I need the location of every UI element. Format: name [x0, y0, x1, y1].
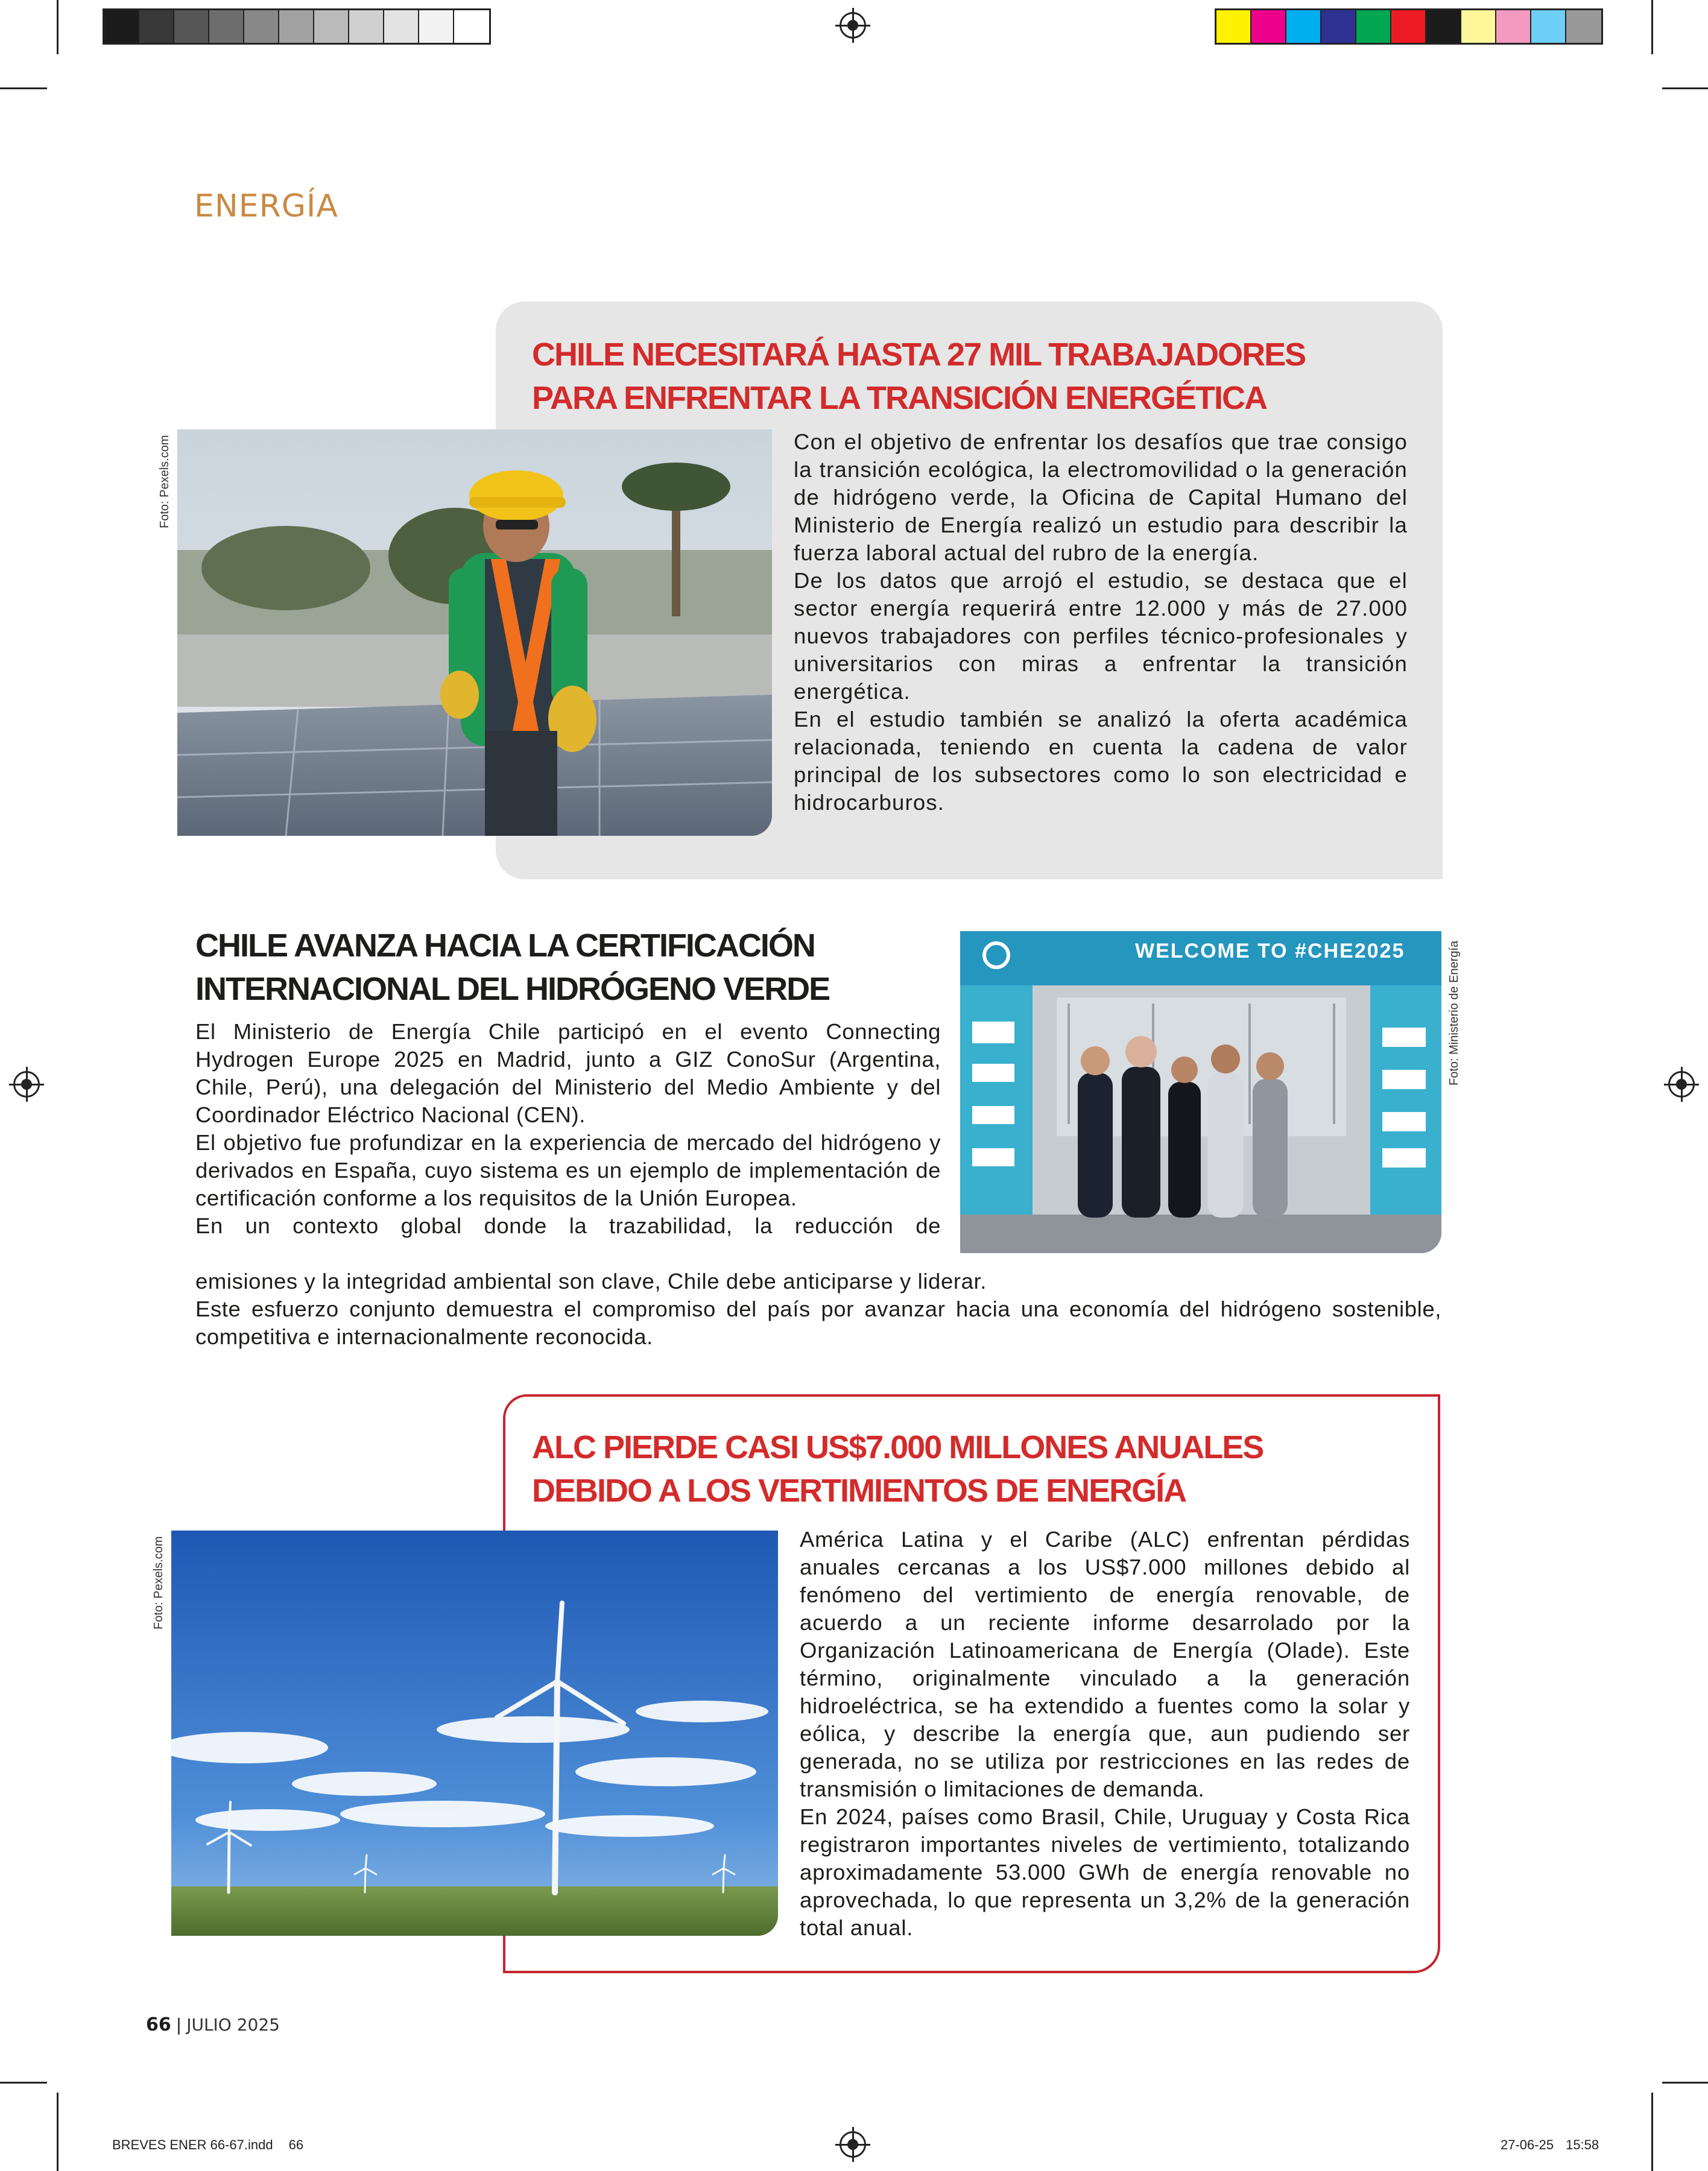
color-swatch [279, 10, 314, 43]
color-swatch [1461, 10, 1496, 43]
color-swatch [1286, 10, 1321, 43]
photo-credit: Foto: Ministerio de Energía [1447, 940, 1461, 1086]
article-1-title [532, 333, 1425, 420]
article-3-title [532, 1426, 1425, 1512]
slug-timestamp [1501, 2137, 1599, 2153]
process-color-bar [1215, 8, 1603, 45]
article-2-title [195, 924, 943, 1011]
color-swatch [209, 10, 244, 43]
color-swatch [139, 10, 174, 43]
color-swatch [1216, 10, 1251, 43]
crop-mark [0, 87, 47, 89]
article-3-title-line-2: DEBIDO A LOS VERTIMIENTOS DE ENERGÍA [532, 1473, 1186, 1509]
crop-mark [1662, 2082, 1708, 2084]
article-2-body-narrow [195, 1018, 941, 1240]
color-swatch [1426, 10, 1461, 43]
photo-credit: Foto: Pexels.com [158, 435, 171, 528]
article-1-paragraph: De los datos que arrojó el estudio, se destaca que el sector energía requerirá entre 12.000 y más de 27.000 nuevos trabajadores con perfiles técnico-profesionales y universitarios con miras a enfrentar la transición energética. [794, 568, 1408, 704]
slug-page: 66 [288, 2137, 304, 2152]
color-swatch [419, 10, 454, 43]
crop-mark [1651, 2093, 1653, 2171]
registration-mark-icon [13, 1071, 40, 1098]
article-2-paragraph: En un contexto global donde la trazabilidad, la reducción de [195, 1213, 941, 1238]
article-2-title-line-1: CHILE AVANZA HACIA LA CERTIFICACIÓN [195, 927, 815, 964]
article-3-paragraph: En 2024, países como Brasil, Chile, Uruguay y Costa Rica registraron importantes niveles de vertimiento, totalizando aproximadamente 53.000 GWh de energía renovable no aprovechada, lo que representa un 3,2% de la generación total anual. [800, 1804, 1410, 1940]
color-swatch [104, 10, 139, 43]
crop-mark [1651, 0, 1653, 54]
color-swatch [1566, 10, 1601, 43]
article-3-body [800, 1526, 1410, 1942]
page-number: 66 [146, 2014, 171, 2035]
article-2-paragraph: El objetivo fue profundizar en la experiencia de mercado del hidrógeno y derivados en España, cuyo sistema es un ejemplo de implementación de certificación conforme a los requisitos de la Unión Europea. [195, 1130, 941, 1210]
slug-file [112, 2137, 303, 2153]
photo-banner-text: WELCOME TO #CHE2025 [1135, 940, 1405, 962]
slug-date: 27-06-25 [1501, 2137, 1554, 2152]
article-2-body-wide [195, 1268, 1441, 1351]
color-swatch [1496, 10, 1531, 43]
registration-mark-icon [840, 2131, 866, 2158]
article-3-paragraph: América Latina y el Caribe (ALC) enfrentan pérdidas anuales cercanas a los US$7.000 millones debido al fenómeno del vertimiento de energía renovable, de acuerdo a un reciente informe desarrolado por la Organización Latinoamericana de Energía (Olade). Este término, originalmente vinculado a la generación hidroeléctrica, se ha extendido a fuentes como la solar y eólica, y describe la energía que, aun pudiendo ser generada, no se utiliza por restricciones en las redes de transmisión o limitaciones de demanda. [800, 1527, 1410, 1801]
article-2-paragraph: Este esfuerzo conjunto demuestra el compromiso del país por avanzar hacia una economía del hidrógeno sostenible, competitiva e internacionalmente reconocida. [195, 1297, 1441, 1349]
article-1-title-line-1: CHILE NECESITARÁ HASTA 27 MIL TRABAJADORES [532, 337, 1306, 373]
color-swatch [244, 10, 279, 43]
solar-worker-photo [177, 429, 772, 836]
section-label: ENERGÍA [194, 188, 338, 224]
color-swatch [454, 10, 489, 43]
color-swatch [384, 10, 419, 43]
article-1-paragraph: En el estudio también se analizó la oferta académica relacionada, teniendo en cuenta la cadena de valor principal de los subsectores como lo son electricidad e hidrocarburos. [794, 707, 1408, 815]
color-swatch [1391, 10, 1426, 43]
slug-filename: BREVES ENER 66-67.indd [112, 2137, 273, 2152]
hydrogen-expo-photo [960, 931, 1441, 1253]
issue-date: JULIO 2025 [186, 2015, 280, 2035]
color-swatch [1356, 10, 1391, 43]
article-2-paragraph: El Ministerio de Energía Chile participó en el evento Connecting Hydrogen Europe 2025 en Madrid, junto a GIZ ConoSur (Argentina, Chile, Perú), una delegación del Ministerio del Medio Ambiente y del Coordinador Eléctrico Nacional (CEN). [195, 1019, 941, 1127]
article-1-paragraph: Con el objetivo de enfrentar los desafíos que trae consigo la transición ecológica, la electromovilidad o la generación de hidrógeno verde, la Oficina de Capital Humano del Ministerio de Energía realizó un estudio para describir la fuerza laboral actual del rubro de la energía. [794, 429, 1408, 565]
crop-mark [0, 2082, 47, 2084]
footer-separator: | [176, 2015, 182, 2035]
color-swatch [1251, 10, 1286, 43]
article-1-title-line-2: PARA ENFRENTAR LA TRANSICIÓN ENERGÉTICA [532, 380, 1267, 416]
article-3-title-line-1: ALC PIERDE CASI US$7.000 MILLONES ANUALES [532, 1429, 1264, 1465]
crop-mark [57, 0, 59, 54]
color-swatch [1321, 10, 1356, 43]
article-2-paragraph: emisiones y la integridad ambiental son clave, Chile debe anticiparse y liderar. [195, 1269, 987, 1294]
photo-credit: Foto: Pexels.com [152, 1536, 165, 1629]
color-swatch [174, 10, 209, 43]
wind-turbines-photo [171, 1531, 778, 1936]
color-swatch [349, 10, 384, 43]
slug-time: 15:58 [1566, 2137, 1599, 2152]
crop-mark [1662, 87, 1708, 89]
registration-mark-icon [1668, 1071, 1695, 1098]
color-swatch [314, 10, 349, 43]
article-2-title-line-2: INTERNACIONAL DEL HIDRÓGENO VERDE [195, 971, 830, 1007]
registration-mark-icon [840, 12, 866, 39]
article-1-body [794, 428, 1408, 817]
page-footer [146, 2014, 280, 2035]
color-swatch [1531, 10, 1566, 43]
crop-mark [57, 2093, 59, 2171]
grayscale-color-bar [103, 8, 491, 45]
